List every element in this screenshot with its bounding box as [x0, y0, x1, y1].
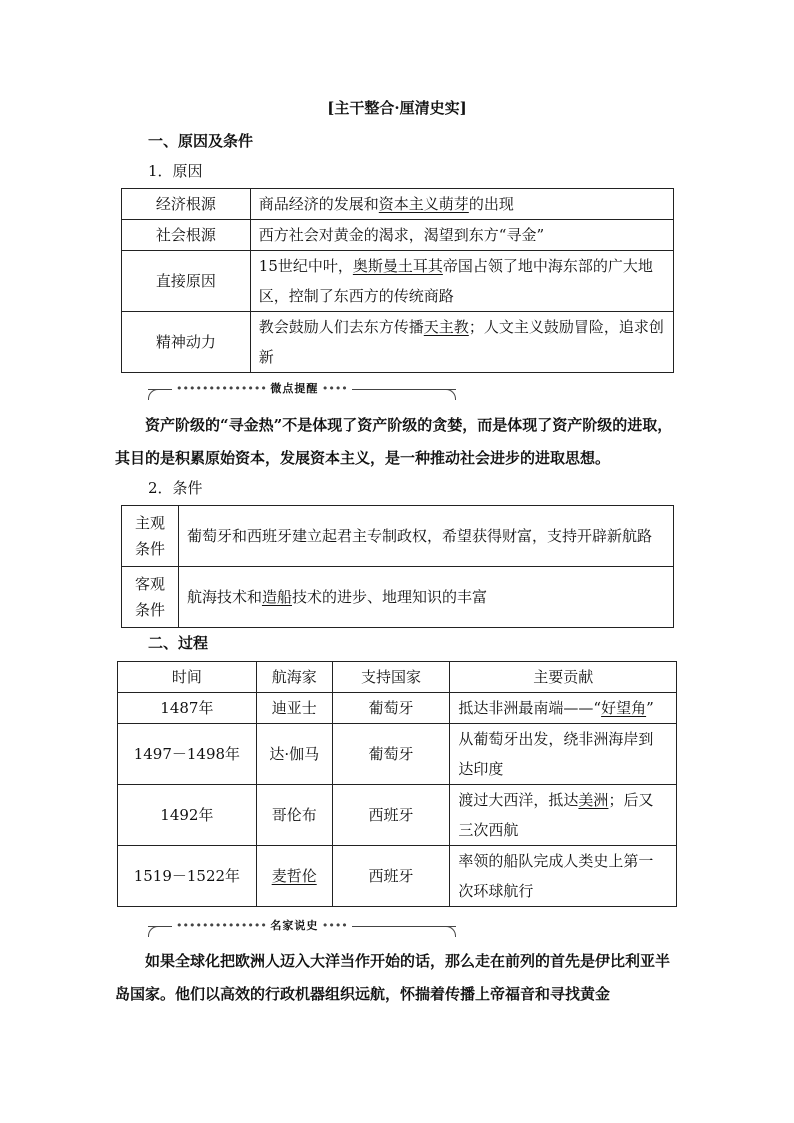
section2-heading: 二、过程: [148, 634, 209, 652]
table-row: [122, 220, 674, 251]
page-title: [主干整合·厘清史实]: [327, 99, 467, 117]
voyage-navigator: 迪亚士: [256, 693, 332, 724]
table-row: [122, 567, 674, 628]
voyage-navigator: 哥伦布: [256, 785, 332, 846]
voyage-time: 1492年: [118, 785, 257, 846]
conditions-heading: 2．条件: [148, 479, 203, 497]
conditions-table: [121, 505, 674, 628]
condition-content: 航海技术和造船技术的进步、地理知识的丰富: [178, 567, 673, 628]
voyage-contribution: 从葡萄牙出发，绕非洲海岸到达印度: [450, 724, 677, 785]
voyage-contribution: 率领的船队完成人类史上第一次环球航行: [450, 846, 677, 907]
tip-text-1: 资产阶级的“寻金热”不是体现了资产阶级的贪婪，而是体现了资产阶级的进取，其目的是积累原始资本，发展资本主义，是一种推动社会进步的进取思想。: [115, 416, 673, 467]
reasons-table: [121, 188, 674, 373]
voyage-contribution: 抵达非洲最南端——“好望角”: [450, 693, 677, 724]
reasons-heading: 1．原因: [148, 162, 203, 180]
voyage-contribution: 渡过大西洋，抵达美洲；后又三次西航: [450, 785, 677, 846]
column-header: 主要贡献: [450, 662, 677, 693]
tip-banner-1: •••••••••••••• 微点提醒 ••••: [148, 377, 456, 401]
reason-content: 西方社会对黄金的渴求，渴望到东方“寻金”: [250, 220, 673, 251]
condition-label: 客观条件: [122, 567, 179, 628]
voyages-table: [117, 661, 677, 907]
tip-label: 微点提醒: [270, 382, 319, 395]
voyage-time: 1487年: [118, 693, 257, 724]
tip-label: 名家说史: [270, 919, 319, 932]
table-row: [122, 312, 674, 373]
table-row: [122, 251, 674, 312]
table-row: [118, 785, 677, 846]
reason-content: 15世纪中叶，奥斯曼土耳其帝国占领了地中海东部的广大地区，控制了东西方的传统商路: [250, 251, 673, 312]
table-row: [122, 189, 674, 220]
table-row: [118, 693, 677, 724]
reason-label: 社会根源: [122, 220, 251, 251]
reason-label: 经济根源: [122, 189, 251, 220]
column-header: 支持国家: [332, 662, 450, 693]
table-row: [118, 724, 677, 785]
reason-label: 直接原因: [122, 251, 251, 312]
table-row: [122, 506, 674, 567]
voyage-country: 葡萄牙: [332, 724, 450, 785]
voyage-country: 西班牙: [332, 846, 450, 907]
tip-banner-2: •••••••••••••• 名家说史 ••••: [148, 914, 456, 938]
reason-content: 教会鼓励人们去东方传播天主教；人文主义鼓励冒险，追求创新: [250, 312, 673, 373]
section1-heading: 一、原因及条件: [148, 132, 254, 150]
reason-content: 商品经济的发展和资本主义萌芽的出现: [250, 189, 673, 220]
voyage-country: 葡萄牙: [332, 693, 450, 724]
voyage-navigator: 达·伽马: [256, 724, 332, 785]
voyage-time: 1497－1498年: [118, 724, 257, 785]
tip-text-2: 如果全球化把欧洲人迈入大洋当作开始的话，那么走在前列的首先是伊比利亚半岛国家。他们以高效的行政机器组织远航，怀揣着传播上帝福音和寻找黄金: [115, 952, 671, 1003]
table-row: [118, 846, 677, 907]
voyage-navigator: 麦哲伦: [256, 846, 332, 907]
condition-label: 主观条件: [122, 506, 179, 567]
column-header: 时间: [118, 662, 257, 693]
condition-content: 葡萄牙和西班牙建立起君主专制政权，希望获得财富，支持开辟新航路: [178, 506, 673, 567]
voyage-country: 西班牙: [332, 785, 450, 846]
voyage-time: 1519－1522年: [118, 846, 257, 907]
reason-label: 精神动力: [122, 312, 251, 373]
column-header: 航海家: [256, 662, 332, 693]
table-header-row: [118, 662, 677, 693]
